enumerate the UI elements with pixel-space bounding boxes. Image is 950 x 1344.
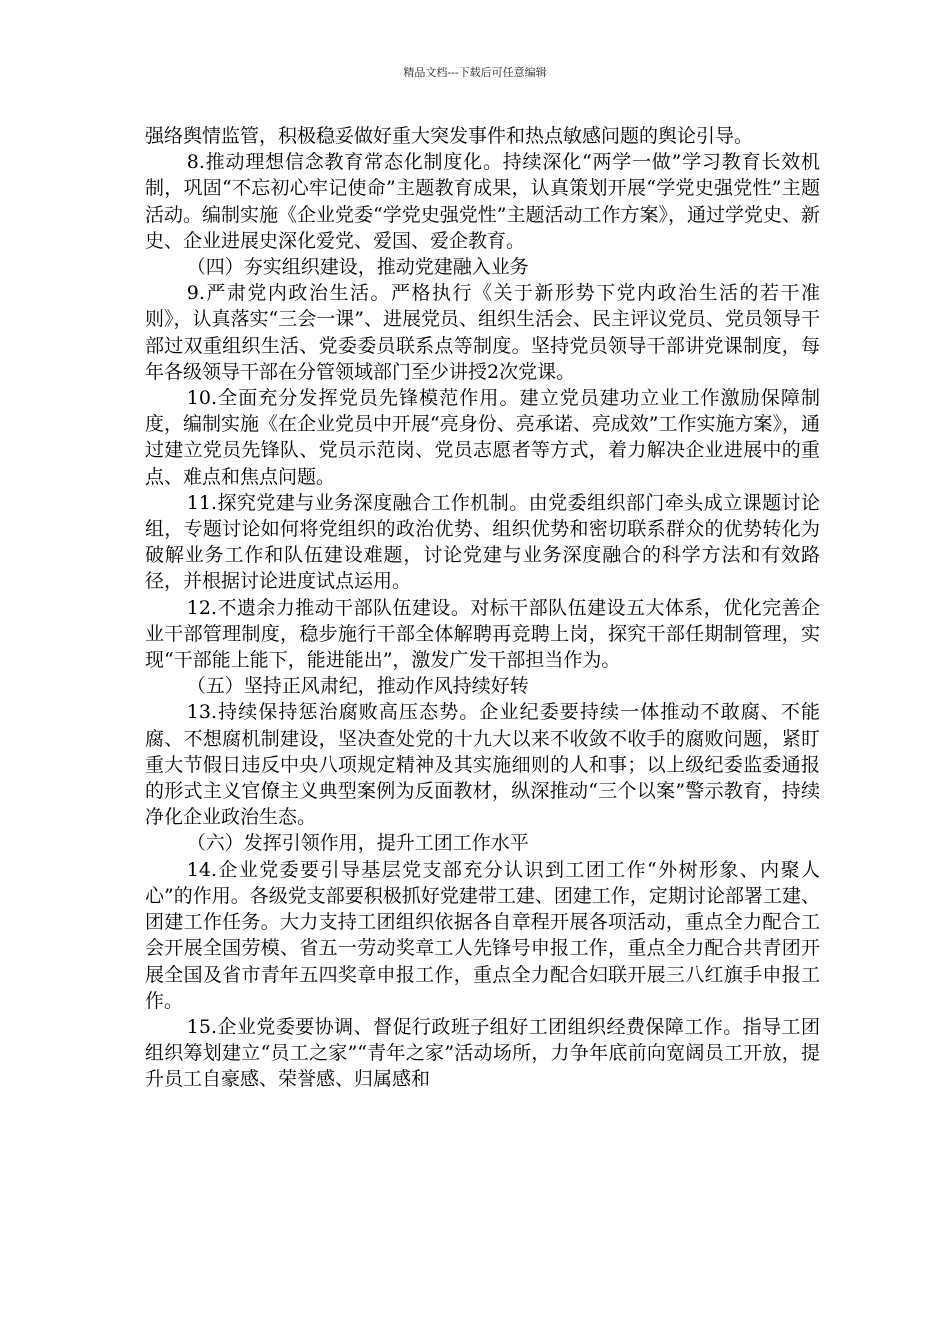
section-heading: （六）发挥引领作用，提升工团工作水平 <box>186 832 529 855</box>
paragraph: 12.不遗余力推动干部队伍建设。对标干部队伍建设五大体系，优化完善企业干部管理制度，稳步施行干部全体解聘再竞聘上岗，探究干部任期制管理，实现“干部能上能下，能进能出”，激发广发干部担当作为。 <box>145 596 820 672</box>
paragraph: 强络舆情监管，积极稳妥做好重大突发事件和热点敏感问题的舆论引导。 <box>145 125 754 147</box>
paragraph: 14.企业党委要引导基层党支部充分认识到工团工作“外树形象、内聚人心”的作用。各级党支部要积极抓好党建带工建、团建工作，定期讨论部署工建、团建工作任务。大力支持工团组织依据各自章程开展各项活动，重点全力配合工会开展全国劳模、省五一劳动奖章工人先锋号申报工作，重点全力配合共青团开展全国及省市青年五四奖章申报工作，重点全力配合妇联开展三八红旗手申报工作。 <box>145 858 820 1012</box>
paragraph: 15.企业党委要协调、督促行政班子组好工团组织经费保障工作。指导工团组织筹划建立“员工之家”“青年之家”活动场所，力争年底前向宽阔员工开放，提升员工自豪感、荣誉感、归属感和 <box>145 1015 820 1091</box>
paragraph: 13.持续保持惩治腐败高压态势。企业纪委要持续一体推动不敢腐、不能腐、不想腐机制建设，坚决查处党的十九大以来不收敛不收手的腐败问题，紧盯重大节假日违反中央八项规定精神及其实施细则的人和事；以上级纪委监委通报的形式主义官僚主义典型案例为反面教材，纵深推动“三个以案”警示教育，持续净化企业政治生态。 <box>145 701 820 829</box>
section-heading: （四）夯实组织建设，推动党建融入业务 <box>186 256 529 279</box>
page-header: 精品文档---下载后可任意编辑 <box>403 66 547 79</box>
paragraph: 11.探究党建与业务深度融合工作机制。由党委组织部门牵头成立课题讨论组，专题讨论如何将党组织的政治优势、组织优势和密切联系群众的优势转化为破解业务工作和队伍建设难题，讨论党建与业务深度融合的科学方法和有效路径，并根据讨论进度试点运用。 <box>145 491 820 593</box>
paragraph: 8.推动理想信念教育常态化制度化。持续深化“两学一做”学习教育长效机制，巩固“不忘初心牢记使命”主题教育成果，认真策划开展“学党史强党性”主题活动。编制实施《企业党委“学党史强党性”主题活动工作方案》，通过学党史、新史、企业进展史深化爱党、爱国、爱企教育。 <box>145 151 820 252</box>
section-heading: （五）坚持正风肃纪，推动作风持续好转 <box>186 675 529 698</box>
paragraph: 10.全面充分发挥党员先锋模范作用。建立党员建功立业工作激励保障制度，编制实施《在企业党员中开展“亮身份、亮承诺、亮成效”工作实施方案》，通过建立党员先锋队、党员示范岗、党员志愿者等方式，着力解决企业进展中的重点、难点和焦点问题。 <box>145 387 820 488</box>
paragraph: 9.严肃党内政治生活。严格执行《关于新形势下党内政治生活的若干准则》，认真落实“三会一课”、进展党员、组织生活会、民主评议党员、党员领导干部过双重组织生活、党委委员联系点等制度。坚持党员领导干部讲党课制度，每年各级领导干部在分管领域部门至少讲授2次党课。 <box>145 282 820 383</box>
document-body <box>145 123 820 1093</box>
